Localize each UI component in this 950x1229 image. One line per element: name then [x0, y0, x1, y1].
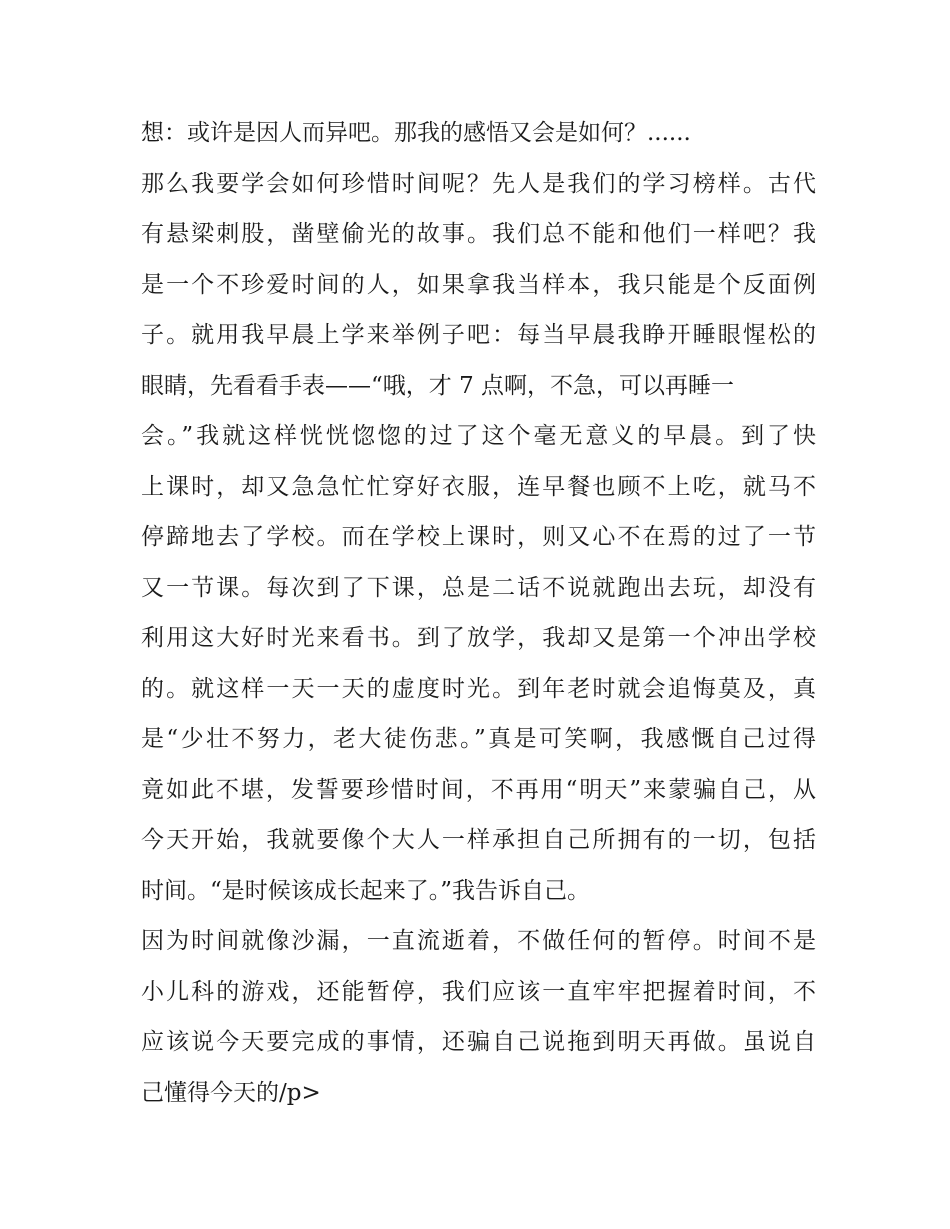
text-line: 停蹄地去了学校。而在学校上课时，则又心不在焉的过了一节: [141, 524, 816, 550]
text-line: 眼睛，先看看手表——“哦，才 7 点啊，不急，可以再睡一: [141, 372, 735, 399]
essay-text: [141, 108, 816, 1118]
text-line: 小儿科的游戏，还能暂停，我们应该一直牢牢把握着时间，不: [141, 978, 816, 1005]
text-line: 上课时，却又急急忙忙穿好衣服，连早餐也顾不上吃，就马不: [141, 473, 816, 500]
text-line: 那么我要学会如何珍惜时间呢？先人是我们的学习榜样。古代: [141, 170, 816, 197]
text-line: 子。就用我早晨上学来举例子吧：每当早晨我睁开睡眼惺松的: [141, 322, 816, 348]
text-line: 是一个不珍爱时间的人，如果拿我当样本，我只能是个反面例: [141, 271, 816, 298]
text-line: 己懂得今天的/p>: [141, 1079, 321, 1106]
text-line: 应该说今天要完成的事情，还骗自己说拖到明天再做。虽说自: [141, 1029, 816, 1055]
text-line: 想：或许是因人而异吧。那我的感悟又会是如何？......: [141, 120, 691, 146]
text-line: 是“少壮不努力，老大徒伤悲。”真是可笑啊，我感慨自己过得: [141, 726, 816, 752]
text-line: 因为时间就像沙漏，一直流逝着，不做任何的暂停。时间不是: [141, 928, 816, 954]
text-line: 会。”我就这样恍恍惚惚的过了这个毫无意义的早晨。到了快: [141, 423, 816, 449]
text-line: 又一节课。每次到了下课，总是二话不说就跑出去玩，却没有: [141, 574, 816, 601]
text-line: 时间。“是时候该成长起来了。”我告诉自己。: [141, 877, 591, 904]
text-line: 的。就这样一天一天的虚度时光。到年老时就会追悔莫及，真: [141, 675, 816, 702]
text-line: 今天开始，我就要像个大人一样承担自己所拥有的一切，包括: [141, 827, 816, 853]
text-line: 有悬梁刺股，凿壁偷光的故事。我们总不能和他们一样吧？我: [141, 221, 816, 247]
text-line: 利用这大好时光来看书。到了放学，我却又是第一个冲出学校: [141, 625, 816, 651]
text-line: 竟如此不堪，发誓要珍惜时间，不再用“明天”来蒙骗自己，从: [141, 776, 816, 803]
